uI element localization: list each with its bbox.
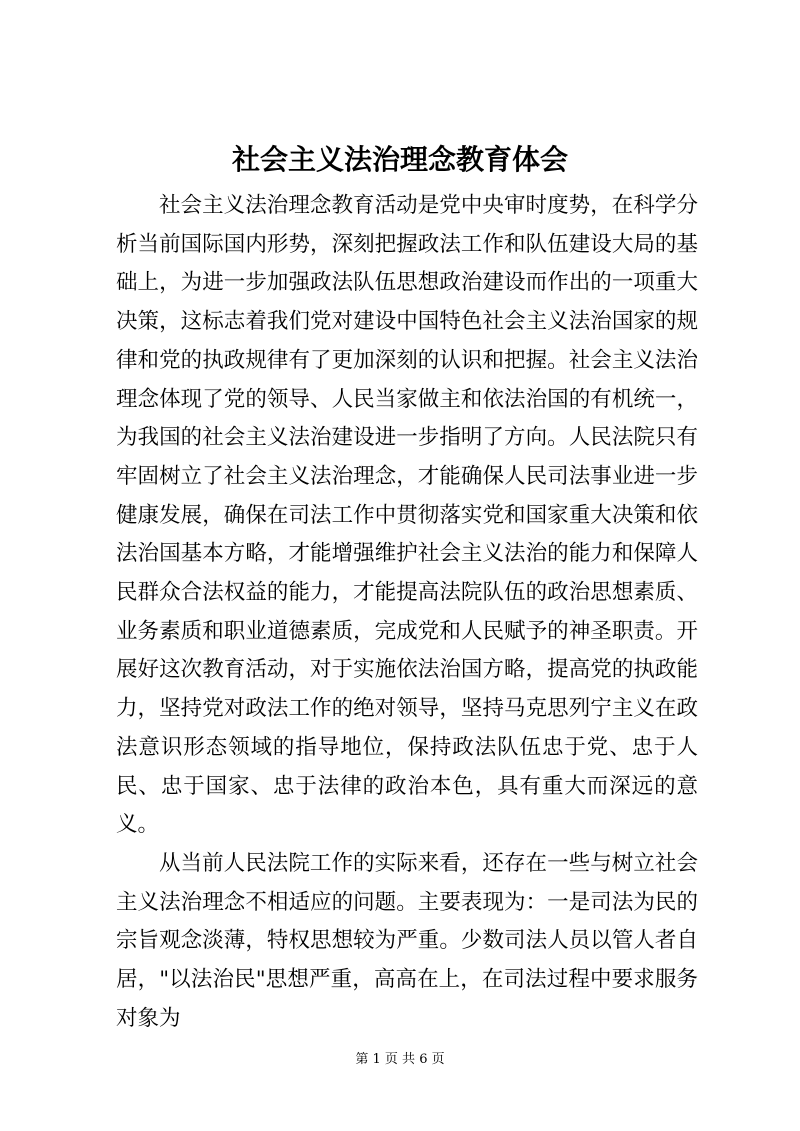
paragraph-2: 从当前人民法院工作的实际来看，还存在一些与树立社会主义法治理念不相适应的问题。主要表现为：一是司法为民的宗旨观念淡薄，特权思想较为严重。少数司法人员以管人者自居，"以法治民"思想严重，高高在上，在司法过程中要求服务对象为 (116, 850, 698, 1031)
document-title: 社会主义法治理念教育体会 (231, 143, 568, 176)
paragraph-1: 社会主义法治理念教育活动是党中央审时度势，在科学分析当前国际国内形势，深刻把握政法工作和队伍建设大局的基础上，为进一步加强政法队伍思想政治建设而作出的一项重大决策，这标志着我们党对建设中国特色社会主义法治国家的规律和党的执政规律有了更加深刻的认识和把握。社会主义法治理念体现了党的领导、人民当家做主和依法治国的有机统一，为我国的社会主义法治建设进一步指明了方向。人民法院只有牢固树立了社会主义法治理念，才能确保人民司法事业进一步健康发展，确保在司法工作中贯彻落实党和国家重大决策和依法治国基本方略，才能增强维护社会主义法治的能力和保障人民群众合法权益的能力，才能提高法院队伍的政治思想素质、业务素质和职业道德素质，完成党和人民赋予的神圣职责。开展好这次教育活动，对于实施依法治国方略，提高党的执政能力，坚持党对政法工作的绝对领导，坚持马克思列宁主义在政法意识形态领域的指导地位，保持政法队伍忠于党、忠于人民、忠于国家、忠于法律的政治本色，具有重大而深远的意义。 (116, 193, 698, 838)
document-body (116, 187, 698, 1038)
page-number-footer: 第 1 页 共 6 页 (355, 1052, 445, 1067)
